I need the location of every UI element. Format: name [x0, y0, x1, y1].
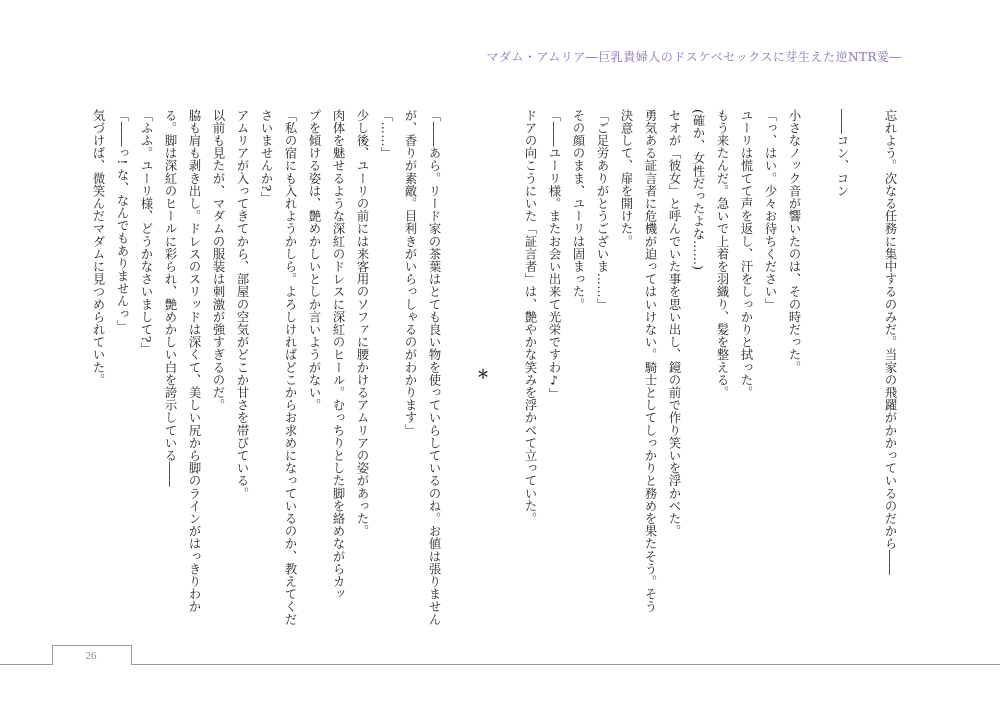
- text-line: プを傾ける姿は、艶めかしいとしか言いようがない。: [307, 109, 321, 412]
- text-line: 脇も肩も剥き出し。ドレスのスリッドは深くて、美しい尻から脚のラインがはっきりわか: [187, 109, 201, 613]
- text-line: 「っ、はい。少々お待ちください」: [763, 109, 777, 311]
- text-line: 肉体を魅せるような深紅のドレスに深紅のヒール。むっちりとした脚を絡めながらカッ: [331, 109, 345, 601]
- text-line: 「……」: [379, 109, 393, 160]
- page-number: 26: [85, 650, 97, 662]
- text-line: 小さなノック音が響いたのは、その時だった。: [787, 109, 801, 374]
- text-line: が、香りが素敵。目利きがいらっしゃるのがわかります」: [403, 109, 417, 437]
- text-line: 「――ユーリ様。またお会い出来て光栄ですわ♪」: [547, 109, 561, 401]
- text-line: アムリアが入ってきてから、部屋の空気がどこか甘さを帯びている。: [235, 109, 249, 500]
- text-line: セオが「彼女」と呼んでいた事を思い出し、鏡の前で作り笑いを浮かべた。: [667, 109, 681, 538]
- text-line: 「――っ! な、なんでもありませんっ」: [115, 109, 129, 333]
- text-line: 「ご足労ありがとうございま……」: [595, 109, 609, 311]
- text-line: さいませんか?」: [259, 109, 273, 205]
- blank-line: [854, 109, 878, 639]
- text-line: もう来たんだ。急いで上着を羽織り、髪を整える。: [715, 109, 729, 399]
- blank-line: [806, 109, 830, 639]
- text-line: 「ふふ。ユーリ様、どうかなさいまして?」: [139, 109, 153, 356]
- vertical-body-text: [91, 109, 902, 639]
- text-line: (確か、女性だったよな……): [691, 109, 705, 271]
- text-line: 勇気ある証言者に危機が迫ってはいけない。騎士としてしっかりと務めを果たそう。そう: [643, 109, 657, 613]
- text-line: 少し後、ユーリの前には来客用のソファに腰かけるアムリアの姿があった。: [355, 109, 369, 538]
- blank-line: [494, 109, 518, 639]
- text-line: その顔のまま、ユーリは固まった。: [571, 109, 585, 311]
- scene-separator: ＊: [475, 367, 490, 381]
- blank-line: [446, 109, 470, 639]
- text-line: る。脚は深紅のヒールに彩られ、艶めかしい白を誇示している――: [163, 109, 177, 487]
- text-line: 忘れよう。次なる任務に集中するのみだ。当家の飛躍がかかっているのだから――: [883, 109, 897, 576]
- text-line: 決意して、扉を開けた。: [619, 109, 633, 248]
- text-line: 「私の宿にも入れようかしら。よろしければどこからお求めになっているのか、教えてくだ: [283, 109, 297, 626]
- running-header: マダム・アムリア―巨乳貴婦人のドスケベセックスに芽生えた逆NTR愛―: [486, 50, 902, 64]
- text-line: ユーリは慌てて声を返し、汗をしっかりと拭った。: [739, 109, 753, 399]
- text-line: ――コン、コン: [835, 109, 849, 198]
- text-line: 以前も見たが、マダムの服装は刺激が強すぎるのだ。: [211, 109, 225, 412]
- text-line: 「――あら。リード家の茶葉はとても良い物を使っていらしているのね。お値は張りません: [427, 109, 441, 626]
- text-line: ドアの向こうにいた「証言者」は、艶やかな笑みを浮かべて立っていた。: [523, 109, 537, 525]
- text-line: 気づけば、微笑んだマダムに見つめられていた。: [91, 109, 105, 387]
- footer-rule: [0, 664, 1000, 665]
